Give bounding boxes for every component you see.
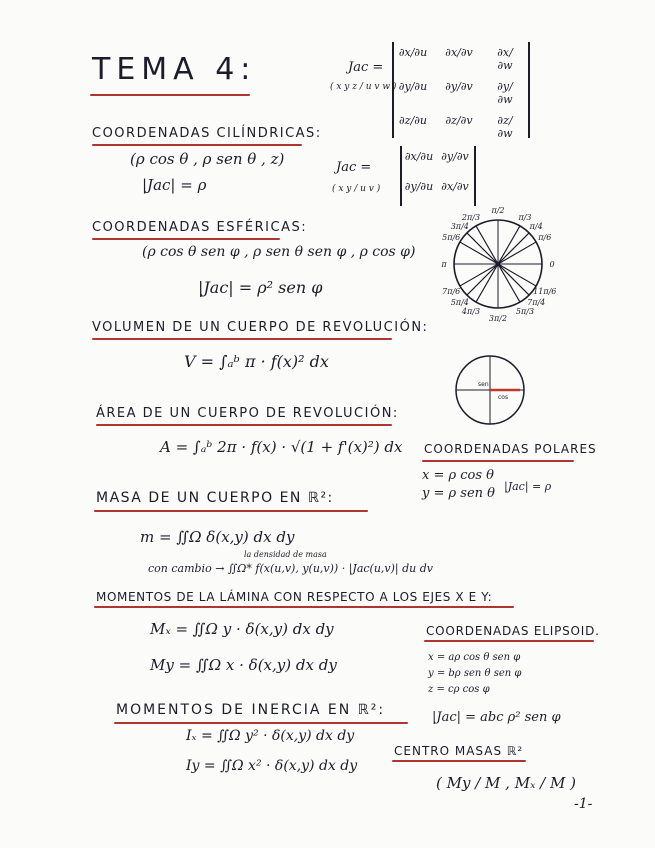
volume-underline: [92, 338, 392, 340]
unit-circle-angle-label: π/4: [529, 221, 543, 231]
mass-underline: [94, 510, 368, 512]
mass-heading: MASA DE UN CUERPO EN ℝ²:: [96, 490, 334, 506]
polar-y: y = ρ sen θ: [422, 486, 495, 501]
unit-circle-angle-label: 2π/3: [461, 213, 481, 223]
unit-circle-angle-label: 0: [549, 260, 555, 269]
spherical-heading: COORDENADAS ESFÉRICAS:: [92, 220, 308, 235]
unit-circle-angle-label: 11π/6: [533, 287, 557, 296]
j3-cell: ∂y/∂u: [398, 80, 428, 93]
jacobian3-vars: ( x y z / u v w ): [330, 82, 397, 92]
moment-x-formula: Mₓ = ∬Ω y · δ(x,y) dx dy: [150, 620, 334, 638]
moments-heading: MOMENTOS DE LA LÁMINA CON RESPECTO A LOS EJES X E Y:: [96, 590, 493, 604]
unit-circle-angle-label: 3π/2: [488, 314, 508, 323]
volume-heading: VOLUMEN DE UN CUERPO DE REVOLUCIÓN:: [92, 320, 429, 335]
j3-cell: ∂x/∂w: [497, 46, 513, 72]
j2-cell: ∂x/∂v: [441, 180, 469, 193]
moments-underline: [94, 606, 514, 608]
title-underline: [90, 94, 250, 96]
j2-cell: ∂x/∂u: [404, 150, 434, 163]
inertia-underline: [114, 722, 408, 724]
unit-circle-angle-label: 7π/6: [442, 287, 461, 296]
polar-heading: COORDENADAS POLARES: [424, 442, 597, 456]
mass-formula: m = ∬Ω δ(x,y) dx dy: [140, 528, 295, 546]
ellipsoid-underline: [424, 640, 594, 642]
cylindrical-coords: (ρ cos θ , ρ sen θ , z): [130, 150, 285, 168]
unit-circle-diagram: [430, 202, 590, 342]
polar-x: x = ρ cos θ: [422, 468, 495, 483]
ellipsoid-x: x = aρ cos θ sen φ: [428, 652, 521, 663]
unit-circle-angle-label: π: [441, 260, 447, 269]
spherical-coords: (ρ cos θ sen φ , ρ sen θ sen φ , ρ cos φ): [142, 244, 416, 260]
page-number: -1-: [574, 796, 593, 812]
ellipsoid-z: z = cρ cos φ: [428, 684, 490, 695]
jacobian2-matrix: [400, 146, 476, 206]
j3-cell: ∂z/∂u: [399, 114, 427, 127]
j2-cell: ∂y/∂u: [404, 180, 434, 193]
j3-cell: ∂z/∂v: [445, 114, 473, 127]
cylindrical-jac: |Jac| = ρ: [142, 176, 207, 194]
unit-circle-angle-label: π/3: [518, 213, 532, 223]
jacobian3-label: Jac =: [348, 60, 384, 75]
inertia-x-formula: Iₓ = ∬Ω y² · δ(x,y) dx dy: [186, 728, 355, 744]
unit-circle-angle-label: π/2: [491, 206, 505, 215]
spherical-underline: [92, 238, 280, 240]
sincos-circle-diagram: [450, 350, 530, 430]
j3-cell: ∂x/∂u: [398, 46, 428, 59]
center-mass-formula: ( My / M , Mₓ / M ): [436, 774, 576, 792]
page-title: TEMA 4:: [92, 52, 257, 87]
inertia-heading: MOMENTOS DE INERCIA EN ℝ²:: [116, 702, 386, 718]
sen-label: sen: [478, 381, 489, 388]
center-mass-underline: [392, 760, 526, 762]
cylindrical-heading: COORDENADAS CILÍNDRICAS:: [92, 126, 322, 141]
unit-circle-angle-label: 4π/3: [461, 306, 481, 316]
unit-circle-angle-label: 5π/4: [450, 298, 469, 308]
jacobian2-label: Jac =: [336, 160, 372, 175]
inertia-y-formula: Iy = ∬Ω x² · δ(x,y) dx dy: [186, 758, 358, 774]
j3-cell: ∂x/∂v: [445, 46, 473, 59]
mass-change-of-variables: con cambio → ∬Ω* f(x(u,v), y(u,v)) · |Jac(u,v)| du dv: [148, 562, 433, 575]
unit-circle-angle-label: 7π/4: [527, 298, 546, 308]
j3-cell: ∂z/∂w: [497, 114, 513, 140]
unit-circle-spokes: [454, 220, 542, 308]
polar-jac: |Jac| = ρ: [504, 480, 552, 493]
unit-circle-angle-label: 5π/6: [442, 233, 461, 242]
cos-label: cos: [498, 394, 509, 401]
ellipsoid-jac: |Jac| = abc ρ² sen φ: [432, 710, 561, 725]
mass-density-note: la densidad de masa: [244, 550, 327, 559]
unit-circle-angle-label: π/6: [538, 233, 552, 242]
volume-formula: V = ∫ₐᵇ π · f(x)² dx: [184, 352, 329, 371]
unit-circle-angle-label: 5π/3: [515, 306, 535, 316]
unit-circle-angle-label: 3π/4: [450, 221, 469, 231]
jacobian3-matrix: [392, 42, 530, 138]
cylindrical-underline: [92, 144, 302, 146]
moment-y-formula: My = ∬Ω x · δ(x,y) dx dy: [150, 656, 337, 674]
ellipsoid-y: y = bρ sen θ sen φ: [428, 668, 522, 679]
j2-cell: ∂y/∂v: [441, 150, 469, 163]
area-formula: A = ∫ₐᵇ 2π · f(x) · √(1 + f'(x)²) dx: [160, 438, 403, 456]
j3-cell: ∂y/∂v: [445, 80, 473, 93]
jacobian2-vars: ( x y / u v ): [332, 184, 381, 194]
polar-underline: [422, 460, 574, 462]
center-mass-heading: CENTRO MASAS ℝ²: [394, 744, 524, 758]
area-heading: ÁREA DE UN CUERPO DE REVOLUCIÓN:: [96, 406, 399, 421]
ellipsoid-heading: COORDENADAS ELIPSOID.: [426, 624, 600, 638]
area-underline: [96, 424, 392, 426]
j3-cell: ∂y/∂w: [497, 80, 513, 106]
spherical-jac: |Jac| = ρ² sen φ: [198, 278, 323, 297]
